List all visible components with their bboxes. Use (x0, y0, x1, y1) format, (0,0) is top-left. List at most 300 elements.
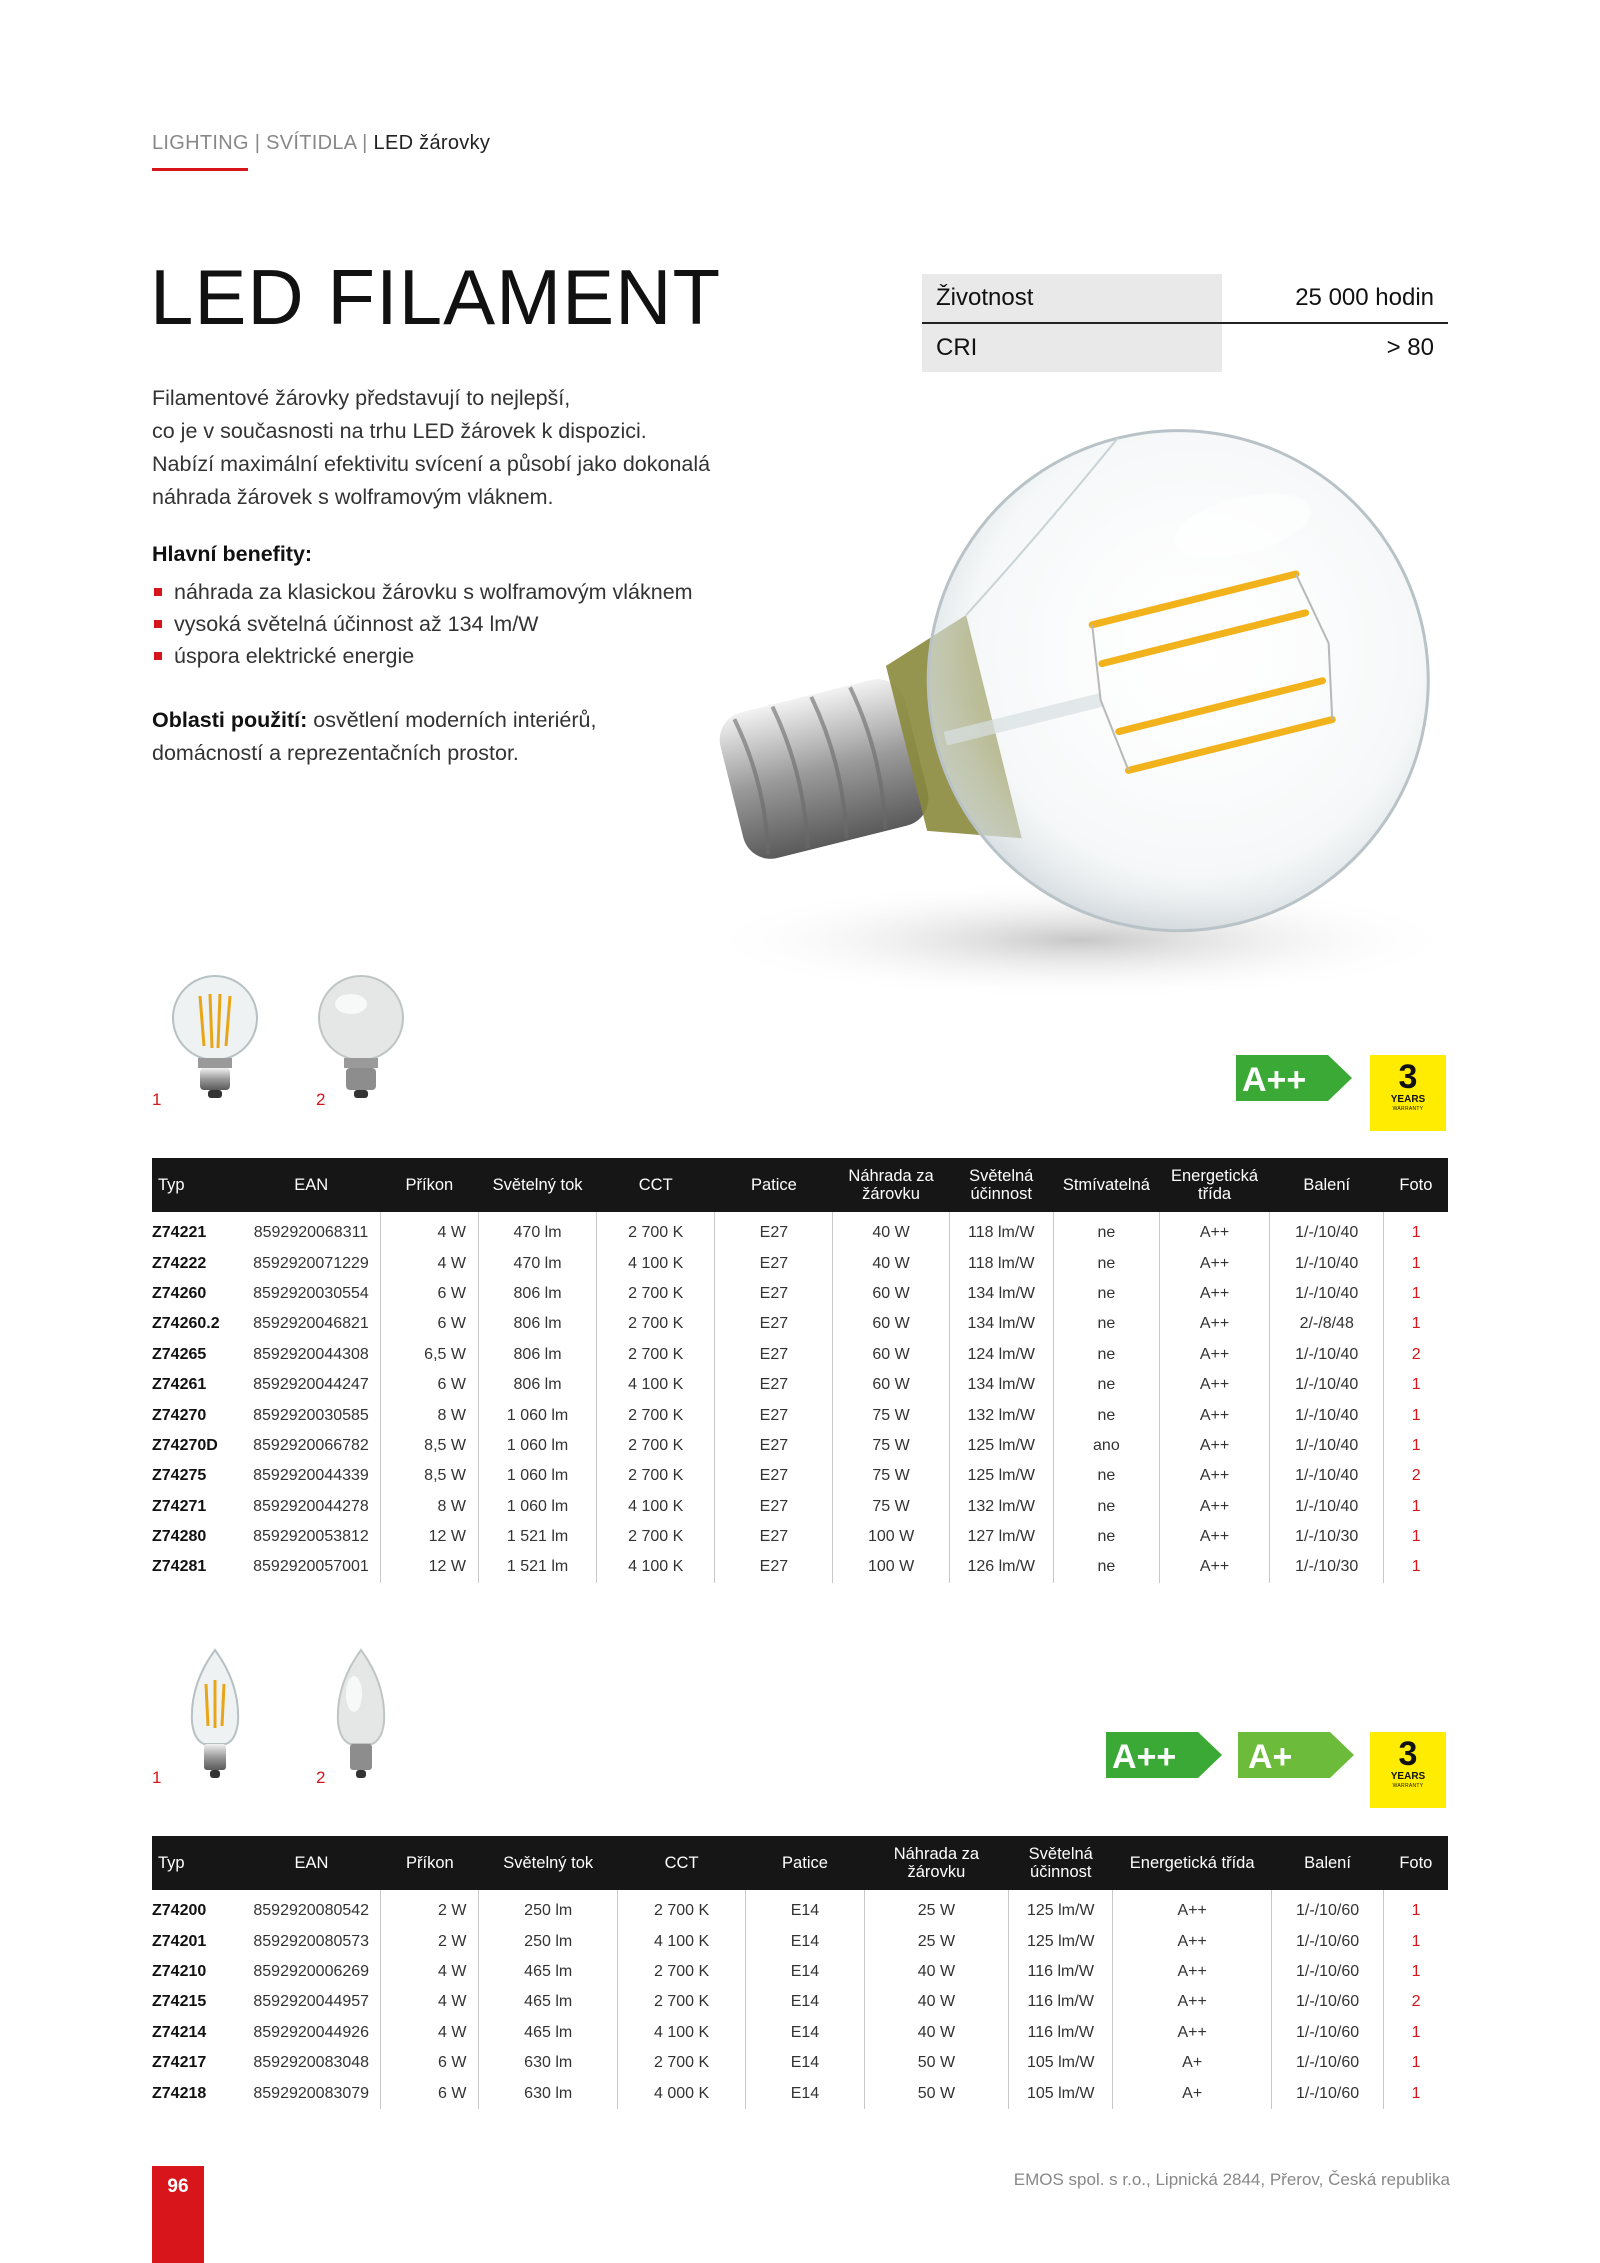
table-row (152, 1248, 1448, 1278)
table-cell: E27 (715, 1461, 833, 1491)
product-code: Z74275 (152, 1467, 207, 1485)
footer-company: EMOS spol. s r.o., Lipnická 2844, Přerov, Česká republika (1013, 2170, 1450, 2189)
table-row (152, 1957, 1448, 1987)
table-cell: A++ (1159, 1431, 1269, 1461)
col-prikon: Příkon (380, 1158, 478, 1212)
table-cell: 116 lm/W (1009, 2018, 1113, 2048)
col-ean: EAN (242, 1836, 380, 1890)
table-cell: 134 lm/W (949, 1279, 1053, 1309)
table-cell: 1 060 lm (478, 1400, 596, 1430)
table-cell: A++ (1113, 1987, 1271, 2017)
table-cell: 125 lm/W (949, 1431, 1053, 1461)
power-cell: 8,5 W (380, 1461, 478, 1491)
product-code: Z74200 (152, 1902, 207, 1920)
table-row (152, 2078, 1448, 2108)
photo-ref: 1 (1384, 2078, 1448, 2108)
table-cell: 134 lm/W (949, 1370, 1053, 1400)
ean-code: 8592920080542 (253, 1902, 370, 1920)
spec-row (922, 274, 1448, 323)
table-header-row (152, 1836, 1448, 1890)
usage-text-1: osvětlení moderních interiérů, (307, 708, 597, 732)
photo-ref: 1 (1384, 2048, 1448, 2078)
thumbnail-label: 1 (152, 1090, 162, 1109)
table-cell: 806 lm (478, 1279, 596, 1309)
table-cell: 806 lm (478, 1340, 596, 1370)
table-row (152, 1926, 1448, 1956)
spec-label: Životnost (922, 274, 1222, 323)
spec-table (922, 274, 1448, 372)
product-table-e27 (152, 1158, 1448, 1583)
ean-code: 8592920083048 (253, 2054, 370, 2072)
table-cell: A++ (1159, 1340, 1269, 1370)
col-baleni: Balení (1270, 1158, 1384, 1212)
col-foto: Foto (1384, 1836, 1448, 1890)
table-cell: A++ (1159, 1248, 1269, 1278)
table-cell: 125 lm/W (1009, 1926, 1113, 1956)
table-cell: 100 W (833, 1552, 949, 1582)
bulb-thumbnail-matte (306, 966, 416, 1106)
table-cell: E14 (746, 2018, 864, 2048)
ean-code: 8592920030554 (253, 1284, 369, 1302)
table-cell: 1/-/10/60 (1271, 1926, 1383, 1956)
table-cell: 1/-/10/60 (1271, 1987, 1383, 2017)
table-cell: 25 W (864, 1890, 1008, 1926)
spec-row (922, 323, 1448, 372)
photo-ref: 1 (1384, 1248, 1448, 1278)
table-cell: 2 700 K (617, 1890, 745, 1926)
table-cell: 470 lm (478, 1248, 596, 1278)
table-row (152, 1279, 1448, 1309)
table-cell: 40 W (833, 1248, 949, 1278)
col-trida: Energetická třída (1113, 1836, 1271, 1890)
table-cell: 125 lm/W (949, 1461, 1053, 1491)
photo-ref: 1 (1384, 1552, 1448, 1582)
table-row (152, 2018, 1448, 2048)
page-number-tab (152, 2166, 204, 2263)
power-cell: 6,5 W (380, 1340, 478, 1370)
photo-ref: 1 (1384, 1926, 1448, 1956)
table-cell: A++ (1159, 1552, 1269, 1582)
ean-code: 8592920006269 (253, 1962, 370, 1980)
intro-line: Nabízí maximální efektivitu svícení a působí jako dokonalá (152, 452, 711, 476)
svg-text:A+: A+ (1248, 1738, 1293, 1776)
usage-text (152, 704, 712, 770)
table-cell: 132 lm/W (949, 1492, 1053, 1522)
power-cell: 8 W (380, 1492, 478, 1522)
table-row (152, 1370, 1448, 1400)
table-cell: ne (1053, 1340, 1159, 1370)
ean-code: 8592920080573 (253, 1932, 370, 1950)
table-cell: 4 100 K (597, 1370, 715, 1400)
table-cell: 1/-/10/40 (1270, 1461, 1384, 1491)
table-cell: 2 700 K (597, 1279, 715, 1309)
product-code: Z74214 (152, 2023, 207, 2041)
table-cell: 1 060 lm (478, 1461, 596, 1491)
table-cell: 60 W (833, 1370, 949, 1400)
product-code: Z74215 (152, 1993, 207, 2011)
photo-ref: 1 (1384, 1309, 1448, 1339)
warranty-word: WARRANTY (1392, 1783, 1424, 1789)
product-code: Z74270 (152, 1406, 207, 1424)
table-row (152, 1212, 1448, 1248)
table-cell: E27 (715, 1552, 833, 1582)
energy-class-badge (1106, 1732, 1222, 1778)
table-cell: A++ (1159, 1212, 1269, 1248)
table-cell: A++ (1159, 1492, 1269, 1522)
benefit-item: náhrada za klasickou žárovku s wolframovým vláknem (152, 576, 693, 608)
table-cell: 465 lm (479, 1987, 617, 2017)
table-cell: ne (1053, 1370, 1159, 1400)
table-cell: 1 521 lm (478, 1552, 596, 1582)
thumbnail-label: 1 (152, 1768, 162, 1787)
ean-code: 8592920066782 (253, 1436, 369, 1454)
table-row (152, 1522, 1448, 1552)
table-cell: 50 W (864, 2078, 1008, 2108)
product-code: Z74210 (152, 1962, 207, 1980)
power-cell: 6 W (380, 1309, 478, 1339)
intro-line: co je v současnosti na trhu LED žárovek k dispozici. (152, 419, 647, 443)
table-cell: 1/-/10/40 (1270, 1279, 1384, 1309)
table-cell: ne (1053, 1248, 1159, 1278)
table-cell: 126 lm/W (949, 1552, 1053, 1582)
table-cell: 2 700 K (597, 1522, 715, 1552)
table-row (152, 1552, 1448, 1582)
table-cell: 40 W (864, 1957, 1008, 1987)
product-code: Z74201 (152, 1932, 207, 1950)
table-cell: 75 W (833, 1431, 949, 1461)
power-cell: 2 W (381, 1890, 479, 1926)
table-cell: A+ (1113, 2048, 1271, 2078)
table-cell: E14 (746, 2078, 864, 2108)
ean-code: 8592920053812 (253, 1528, 369, 1546)
table-cell: A++ (1159, 1522, 1269, 1552)
table-cell: ne (1053, 1492, 1159, 1522)
candle-bulb-thumbnail-matte (306, 1644, 416, 1784)
table-cell: 630 lm (479, 2048, 617, 2078)
table-cell: ne (1053, 1212, 1159, 1248)
col-cct: CCT (617, 1836, 745, 1890)
table-cell: ne (1053, 1400, 1159, 1430)
table-cell: 250 lm (479, 1890, 617, 1926)
table-cell: E27 (715, 1309, 833, 1339)
table-cell: ne (1053, 1461, 1159, 1491)
table-cell: A++ (1113, 1890, 1271, 1926)
table-cell: 2 700 K (617, 1987, 745, 2017)
photo-ref: 1 (1384, 1279, 1448, 1309)
table-cell: E14 (746, 1926, 864, 1956)
table-cell: 1/-/10/30 (1270, 1522, 1384, 1552)
table-cell: 4 100 K (597, 1492, 715, 1522)
energy-class-badge (1238, 1732, 1354, 1778)
ean-code: 8592920044308 (253, 1345, 369, 1363)
table-row (152, 1340, 1448, 1370)
table-cell: 4 100 K (597, 1552, 715, 1582)
table-cell: 1/-/10/40 (1270, 1400, 1384, 1430)
intro-line: náhrada žárovek s wolframovým vláknem. (152, 485, 554, 509)
breadcrumb-separator: | (254, 132, 261, 154)
col-nahrada: Náhrada za žárovku (833, 1158, 949, 1212)
product-code: Z74260 (152, 1284, 207, 1302)
warranty-years: YEARS (1390, 1094, 1426, 1105)
product-code: Z74280 (152, 1528, 207, 1546)
table-row (152, 2048, 1448, 2078)
table-row (152, 1400, 1448, 1430)
power-cell: 8 W (380, 1400, 478, 1430)
table-cell: 4 100 K (617, 1926, 745, 1956)
col-typ: Typ (152, 1836, 242, 1890)
table-cell: 75 W (833, 1400, 949, 1430)
power-cell: 6 W (381, 2078, 479, 2108)
col-stmivatelna: Stmívatelná (1053, 1158, 1159, 1212)
ean-code: 8592920057001 (253, 1558, 369, 1576)
warranty-number: 3 (1398, 1058, 1418, 1096)
table-cell: 2 700 K (597, 1400, 715, 1430)
col-typ: Typ (152, 1158, 242, 1212)
spec-value: 25 000 hodin (1222, 274, 1448, 323)
table-cell: E27 (715, 1340, 833, 1370)
warranty-badge (1370, 1055, 1446, 1131)
product-code: Z74218 (152, 2084, 207, 2102)
intro-line: Filamentové žárovky představují to nejlepší, (152, 386, 571, 410)
table-cell: 60 W (833, 1279, 949, 1309)
power-cell: 12 W (380, 1552, 478, 1582)
filament-bulb-hero-image (660, 380, 1480, 1030)
col-ucinnost: Světelná účinnost (1009, 1836, 1113, 1890)
table-cell: 118 lm/W (949, 1212, 1053, 1248)
power-cell: 2 W (381, 1926, 479, 1956)
svg-text:A++: A++ (1112, 1738, 1177, 1776)
col-ucinnost: Světelná účinnost (949, 1158, 1053, 1212)
col-trida: Energetická třída (1159, 1158, 1269, 1212)
breadcrumb-lighting[interactable]: LIGHTING (152, 132, 249, 154)
breadcrumb-svitidla[interactable]: SVÍTIDLA (266, 132, 357, 154)
power-cell: 6 W (380, 1279, 478, 1309)
table-cell: 1 060 lm (478, 1492, 596, 1522)
table-cell: 60 W (833, 1340, 949, 1370)
table-cell: 806 lm (478, 1370, 596, 1400)
table-row (152, 1431, 1448, 1461)
table-cell: E27 (715, 1431, 833, 1461)
breadcrumb (152, 132, 490, 155)
table-cell: 1/-/10/40 (1270, 1340, 1384, 1370)
table-cell: 1 060 lm (478, 1431, 596, 1461)
ean-code: 8592920068311 (253, 1224, 369, 1242)
thumbnail-label: 2 (316, 1090, 326, 1109)
photo-ref: 1 (1384, 1431, 1448, 1461)
table-cell: 116 lm/W (1009, 1957, 1113, 1987)
table-cell: 1/-/10/60 (1271, 1957, 1383, 1987)
col-baleni: Balení (1271, 1836, 1383, 1890)
power-cell: 4 W (381, 1987, 479, 2017)
power-cell: 6 W (381, 2048, 479, 2078)
table-cell: 1/-/10/40 (1270, 1248, 1384, 1278)
photo-ref: 1 (1384, 1522, 1448, 1552)
col-tok: Světelný tok (478, 1158, 596, 1212)
table-cell: 4 000 K (617, 2078, 745, 2108)
table-cell: A++ (1159, 1309, 1269, 1339)
table-cell: 1/-/10/60 (1271, 1890, 1383, 1926)
product-code: Z74221 (152, 1224, 207, 1242)
table-cell: 60 W (833, 1309, 949, 1339)
table-cell: 4 100 K (597, 1248, 715, 1278)
product-code: Z74222 (152, 1254, 207, 1272)
ean-code: 8592920044247 (253, 1376, 369, 1394)
ean-code: 8592920083079 (253, 2084, 370, 2102)
table-cell: 40 W (833, 1212, 949, 1248)
col-tok: Světelný tok (479, 1836, 617, 1890)
product-code: Z74265 (152, 1345, 207, 1363)
table-cell: 4 100 K (617, 2018, 745, 2048)
table-cell: 806 lm (478, 1309, 596, 1339)
table-cell: 124 lm/W (949, 1340, 1053, 1370)
table-cell: 2/-/8/48 (1270, 1309, 1384, 1339)
breadcrumb-underline (152, 168, 248, 171)
table-cell: 1/-/10/60 (1271, 2048, 1383, 2078)
ean-code: 8592920044926 (253, 2023, 370, 2041)
table-cell: 75 W (833, 1461, 949, 1491)
photo-ref: 2 (1384, 1987, 1448, 2017)
table-cell: E27 (715, 1522, 833, 1552)
table-header-row (152, 1158, 1448, 1212)
col-prikon: Příkon (381, 1836, 479, 1890)
table-cell: ne (1053, 1522, 1159, 1552)
ean-code: 8592920046821 (253, 1315, 369, 1333)
svg-text:A++: A++ (1242, 1061, 1307, 1099)
candle-bulb-thumbnail-clear (160, 1644, 270, 1784)
power-cell: 8,5 W (380, 1431, 478, 1461)
col-cct: CCT (597, 1158, 715, 1212)
col-ean: EAN (242, 1158, 380, 1212)
power-cell: 12 W (380, 1522, 478, 1552)
table-cell: A++ (1159, 1370, 1269, 1400)
warranty-number: 3 (1398, 1735, 1418, 1773)
table-cell: 105 lm/W (1009, 2078, 1113, 2108)
product-code: Z74271 (152, 1497, 207, 1515)
table-cell: 630 lm (479, 2078, 617, 2108)
benefit-item: vysoká světelná účinnost až 134 lm/W (152, 608, 693, 640)
table-cell: E14 (746, 2048, 864, 2078)
warranty-badge (1370, 1732, 1446, 1808)
photo-ref: 2 (1384, 1340, 1448, 1370)
thumbnail-label: 2 (316, 1768, 326, 1787)
page-number: 96 (167, 2176, 189, 2197)
page-title: LED FILAMENT (150, 253, 722, 341)
table-cell: E27 (715, 1370, 833, 1400)
table-cell: 75 W (833, 1492, 949, 1522)
table-cell: 40 W (864, 1987, 1008, 2017)
table-cell: 116 lm/W (1009, 1987, 1113, 2017)
photo-ref: 1 (1384, 1400, 1448, 1430)
table-row (152, 1987, 1448, 2017)
table-cell: 105 lm/W (1009, 2048, 1113, 2078)
benefits-list (152, 576, 693, 672)
table-cell: A++ (1113, 1926, 1271, 1956)
ean-code: 8592920044957 (253, 1993, 370, 2011)
table-row (152, 1309, 1448, 1339)
spec-value: > 80 (1386, 334, 1434, 361)
breadcrumb-current: LED žárovky (373, 132, 491, 154)
benefit-item: úspora elektrické energie (152, 640, 693, 672)
table-cell: 1/-/10/40 (1270, 1370, 1384, 1400)
ean-code: 8592920030585 (253, 1406, 369, 1424)
table-cell: 2 700 K (597, 1431, 715, 1461)
photo-ref: 1 (1384, 1370, 1448, 1400)
power-cell: 4 W (380, 1248, 478, 1278)
table-cell: 2 700 K (597, 1340, 715, 1370)
table-cell: A++ (1159, 1279, 1269, 1309)
product-code: Z74281 (152, 1558, 207, 1576)
photo-ref: 1 (1384, 1492, 1448, 1522)
table-cell: A+ (1113, 2078, 1271, 2108)
table-cell: E27 (715, 1492, 833, 1522)
col-patice: Patice (746, 1836, 864, 1890)
photo-ref: 2 (1384, 1461, 1448, 1491)
spec-label: CRI (922, 323, 1222, 372)
table-row (152, 1461, 1448, 1491)
table-cell: 2 700 K (617, 2048, 745, 2078)
col-nahrada: Náhrada za žárovku (864, 1836, 1008, 1890)
ean-code: 8592920044339 (253, 1467, 369, 1485)
table-cell: 134 lm/W (949, 1309, 1053, 1339)
breadcrumb-separator: | (362, 132, 368, 154)
table-cell: ne (1053, 1309, 1159, 1339)
intro-text (152, 382, 772, 514)
table-cell: E27 (715, 1400, 833, 1430)
ean-code: 8592920044278 (253, 1497, 369, 1515)
photo-ref: 1 (1384, 1890, 1448, 1926)
table-cell: 2 700 K (617, 1957, 745, 1987)
table-cell: 1/-/10/60 (1271, 2078, 1383, 2108)
table-cell: 25 W (864, 1926, 1008, 1956)
col-patice: Patice (715, 1158, 833, 1212)
col-foto: Foto (1384, 1158, 1448, 1212)
table-cell: 125 lm/W (1009, 1890, 1113, 1926)
table-cell: A++ (1113, 2018, 1271, 2048)
table-cell: A++ (1159, 1400, 1269, 1430)
table-cell: 118 lm/W (949, 1248, 1053, 1278)
table-cell: E27 (715, 1248, 833, 1278)
table-cell: A++ (1159, 1461, 1269, 1491)
warranty-years: YEARS (1390, 1771, 1426, 1782)
power-cell: 4 W (381, 2018, 479, 2048)
table-cell: 50 W (864, 2048, 1008, 2078)
product-table-e14 (152, 1836, 1448, 2109)
table-cell: ne (1053, 1279, 1159, 1309)
photo-ref: 1 (1384, 2018, 1448, 2048)
table-cell: 465 lm (479, 1957, 617, 1987)
table-cell: 2 700 K (597, 1212, 715, 1248)
ean-code: 8592920071229 (253, 1254, 369, 1272)
table-cell: E14 (746, 1890, 864, 1926)
table-cell: 470 lm (478, 1212, 596, 1248)
table-cell: ano (1053, 1431, 1159, 1461)
table-cell: ne (1053, 1552, 1159, 1582)
table-cell: 250 lm (479, 1926, 617, 1956)
table-cell: 2 700 K (597, 1461, 715, 1491)
table-cell: 1/-/10/60 (1271, 2018, 1383, 2048)
table-cell: 1/-/10/40 (1270, 1492, 1384, 1522)
table-cell: 2 700 K (597, 1309, 715, 1339)
table-cell: E27 (715, 1212, 833, 1248)
usage-label: Oblasti použití: (152, 708, 308, 732)
usage-text-2: domácností a reprezentačních prostor. (152, 741, 519, 765)
benefits-heading: Hlavní benefity: (152, 542, 313, 566)
power-cell: 4 W (380, 1212, 478, 1248)
warranty-word: WARRANTY (1392, 1106, 1424, 1112)
table-cell: E27 (715, 1279, 833, 1309)
table-row (152, 1890, 1448, 1926)
table-cell: A++ (1113, 1957, 1271, 1987)
